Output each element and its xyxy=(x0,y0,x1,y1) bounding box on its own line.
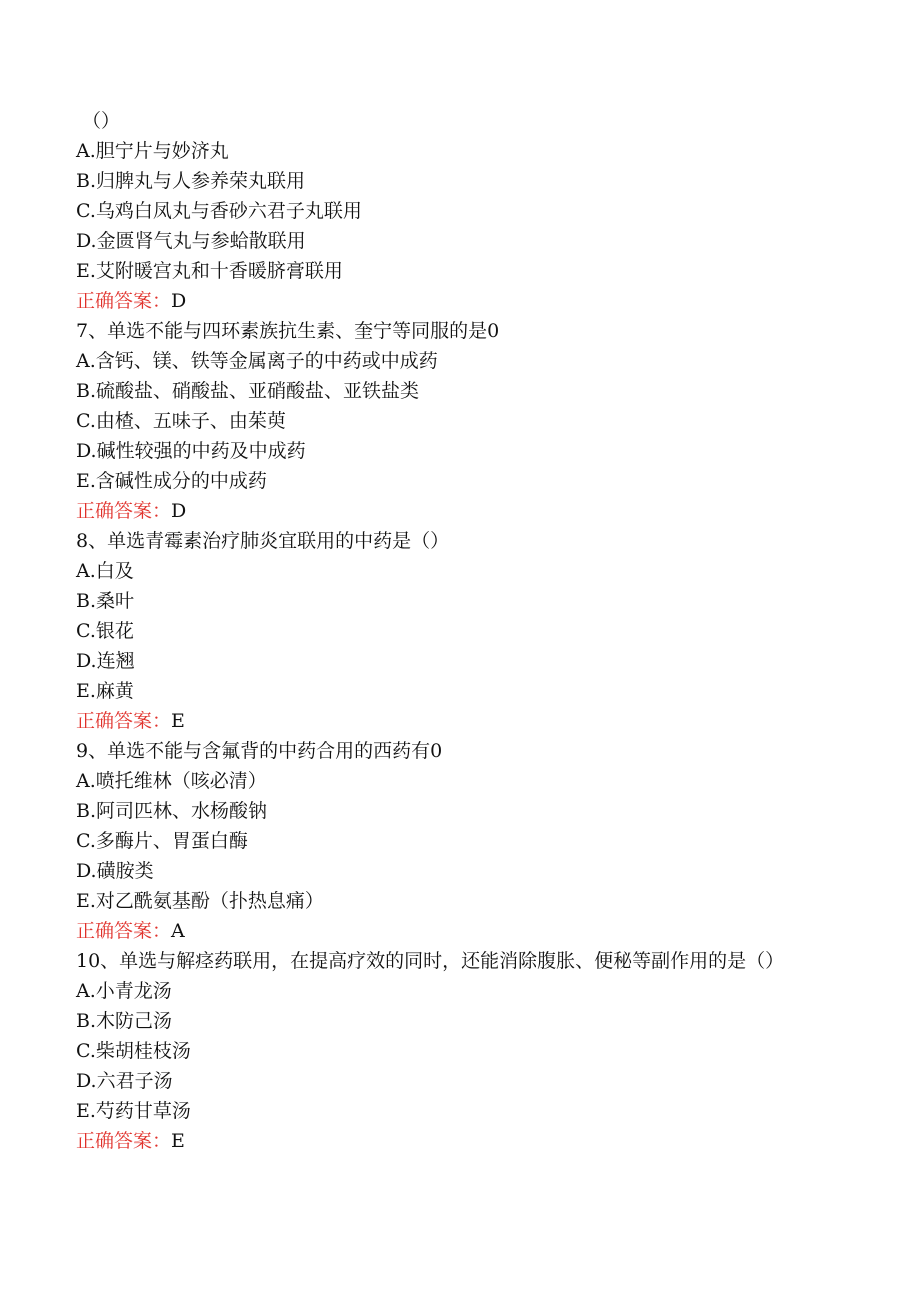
question-7 xyxy=(76,316,846,526)
question-10 xyxy=(76,946,846,1156)
answer-value: D xyxy=(171,290,187,312)
correct-answer xyxy=(76,286,846,316)
question-stem: 8、单选青霉素治疗肺炎宜联用的中药是（） xyxy=(76,530,450,552)
option-e: E.对乙酰氨基酚（扑热息痛） xyxy=(76,890,324,912)
option-d: D.六君子汤 xyxy=(76,1070,173,1092)
option-c: C.银花 xyxy=(76,620,134,642)
option-a: A.小青龙汤 xyxy=(76,980,172,1002)
option-e: E.艾附暖宫丸和十香暖脐膏联用 xyxy=(76,260,343,282)
answer-value: D xyxy=(171,500,187,522)
option-c: C.多酶片、胃蛋白酶 xyxy=(76,830,248,852)
question-8 xyxy=(76,526,846,736)
option-c: C.柴胡桂枝汤 xyxy=(76,1040,191,1062)
question-stem: 10、单选与解痉药联用，在提高疗效的同时，还能消除腹胀、便秘等副作用的是（） xyxy=(76,950,785,972)
option-b: B.阿司匹林、水杨酸钠 xyxy=(76,800,268,822)
option-e: E.麻黄 xyxy=(76,680,134,702)
question-stem: 7、单选不能与四环素族抗生素、奎宁等同服的是0 xyxy=(76,320,500,342)
option-d: D.碱性较强的中药及中成药 xyxy=(76,440,306,462)
option-b: B.桑叶 xyxy=(76,590,135,612)
answer-label: 正确答案： xyxy=(76,710,172,732)
option-e: E.芍药甘草汤 xyxy=(76,1100,191,1122)
option-c: C.由楂、五味子、由茱萸 xyxy=(76,410,286,432)
answer-value: E xyxy=(171,710,185,732)
answer-label: 正确答案： xyxy=(76,290,172,312)
option-b: B.归脾丸与人参养荣丸联用 xyxy=(76,170,306,192)
question-stem: （） xyxy=(82,110,121,132)
option-e: E.含碱性成分的中成药 xyxy=(76,470,267,492)
answer-label: 正确答案： xyxy=(76,1130,172,1152)
question-6 xyxy=(76,106,846,316)
option-a: A.含钙、镁、铁等金属离子的中药或中成药 xyxy=(76,350,438,372)
option-a: A.喷托维林（咳必清） xyxy=(76,770,267,792)
option-c: C.乌鸡白凤丸与香砂六君子丸联用 xyxy=(76,200,362,222)
option-d: D.磺胺类 xyxy=(76,860,154,882)
question-9 xyxy=(76,736,846,946)
option-a: A.胆宁片与妙济丸 xyxy=(76,140,229,162)
correct-answer xyxy=(76,1126,846,1156)
option-d: D.连翘 xyxy=(76,650,135,672)
option-b: B.木防己汤 xyxy=(76,1010,173,1032)
correct-answer xyxy=(76,496,846,526)
correct-answer xyxy=(76,706,846,736)
question-stem: 9、单选不能与含氟背的中药合用的西药有0 xyxy=(76,740,443,762)
answer-label: 正确答案： xyxy=(76,920,172,942)
answer-label: 正确答案： xyxy=(76,500,172,522)
answer-value: E xyxy=(171,1130,185,1152)
option-a: A.白及 xyxy=(76,560,134,582)
answer-value: A xyxy=(171,920,185,942)
question-list xyxy=(76,106,846,1156)
correct-answer xyxy=(76,916,846,946)
option-b: B.硫酸盐、硝酸盐、亚硝酸盐、亚铁盐类 xyxy=(76,380,420,402)
option-d: D.金匮肾气丸与参蛤散联用 xyxy=(76,230,306,252)
